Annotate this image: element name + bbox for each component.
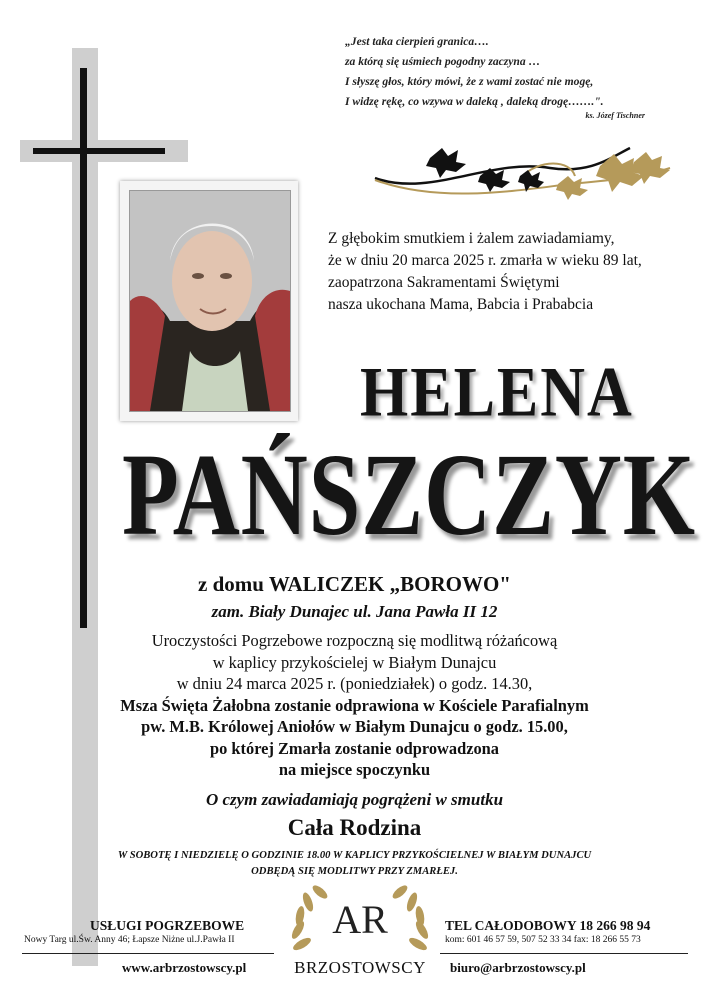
announcement-line: zaopatrzona Sakramentami Świętymi xyxy=(328,274,560,291)
phone-numbers: kom: 601 46 57 59, 507 52 33 34 fax: 18 266 55 73 xyxy=(445,935,641,945)
logo-name: BRZOSTOWSCY xyxy=(294,958,426,977)
ceremony-line: na miejsce spoczynku xyxy=(278,760,431,779)
funeral-services-title: USŁUGI POGRZEBOWE xyxy=(90,918,245,933)
maiden-name: z domu WALICZEK „BOROWO" xyxy=(198,572,511,596)
poem-line: za którą się uśmiech pogodny zaczyna … xyxy=(345,55,541,68)
announcement xyxy=(328,228,642,316)
ceremony-line: pw. M.B. Królowej Aniołów w Białym Dunajcu o godz. 15.00, xyxy=(141,717,568,736)
ceremony-line: w kaplicy przykościelej w Białym Dunajcu xyxy=(212,652,497,672)
ceremony-line: Uroczystości Pogrzebowe rozpoczną się modlitwą różańcową xyxy=(151,631,558,650)
notice-line: W SOBOTĘ I NIEDZIELĘ O GODZINIE 18.00 W KAPLICY PRZYKOŚCIELNEJ W BIAŁYM DUNAJCU xyxy=(117,850,592,861)
logo-letters: AR xyxy=(332,897,388,942)
announcement-line: Z głębokim smutkiem i żalem zawiadamiamy, xyxy=(328,230,615,247)
poem-author: ks. Józef Tischner xyxy=(585,111,645,120)
website-link[interactable]: www.arbrzostowscy.pl xyxy=(122,960,247,975)
funeral-services-address: Nowy Targ ul.Św. Anny 46; Łapsze Niżne ul.J.Pawła II xyxy=(24,935,235,945)
portrait-photo xyxy=(129,190,291,412)
notice-line: ODBĘDĄ SIĘ MODLITWY PRZY ZMARŁEJ. xyxy=(251,866,458,877)
family-signature: Cała Rodzina xyxy=(287,815,422,840)
announcement-line: że w dniu 20 marca 2025 r. zmarła w wieku 89 lat, xyxy=(328,252,642,269)
footer-rule-left xyxy=(22,953,274,954)
closing-line: O czym zawiadamiają pogrążeni w smutku xyxy=(205,790,504,809)
email-link[interactable]: biuro@arbrzostowscy.pl xyxy=(450,960,586,975)
poem xyxy=(345,32,675,122)
poem-line: „Jest taka cierpień granica…. xyxy=(345,35,489,48)
footer-rule-right xyxy=(440,953,688,954)
surname: PAŃSZCZYK xyxy=(122,430,696,561)
ceremony-details xyxy=(0,630,709,781)
ceremony-line: w dniu 24 marca 2025 r. (poniedziałek) o godz. 14.30, xyxy=(176,674,533,693)
poem-line: I słyszę głos, który mówi, że z wami zostać nie mogę, xyxy=(345,75,594,88)
prayer-notice xyxy=(0,848,709,880)
phone-title: TEL CAŁODOBOWY 18 266 98 94 xyxy=(445,918,651,933)
cross-bar xyxy=(33,148,165,154)
ceremony-line: po której Zmarła zostanie odprowadzona xyxy=(210,738,499,758)
ivy-ornament-icon xyxy=(370,138,680,208)
ceremony-line: Msza Święta Żałobna zostanie odprawiona w Kościele Parafialnym xyxy=(120,695,589,715)
poem-line: I widzę rękę, co wzywa w daleką , daleką drogę…….". xyxy=(345,95,604,108)
first-name: HELENA xyxy=(360,353,634,432)
announcement-line: nasza ukochana Mama, Babcia i Prababcia xyxy=(328,296,594,313)
residence-address: zam. Biały Dunajec ul. Jana Pawła II 12 xyxy=(211,602,498,621)
